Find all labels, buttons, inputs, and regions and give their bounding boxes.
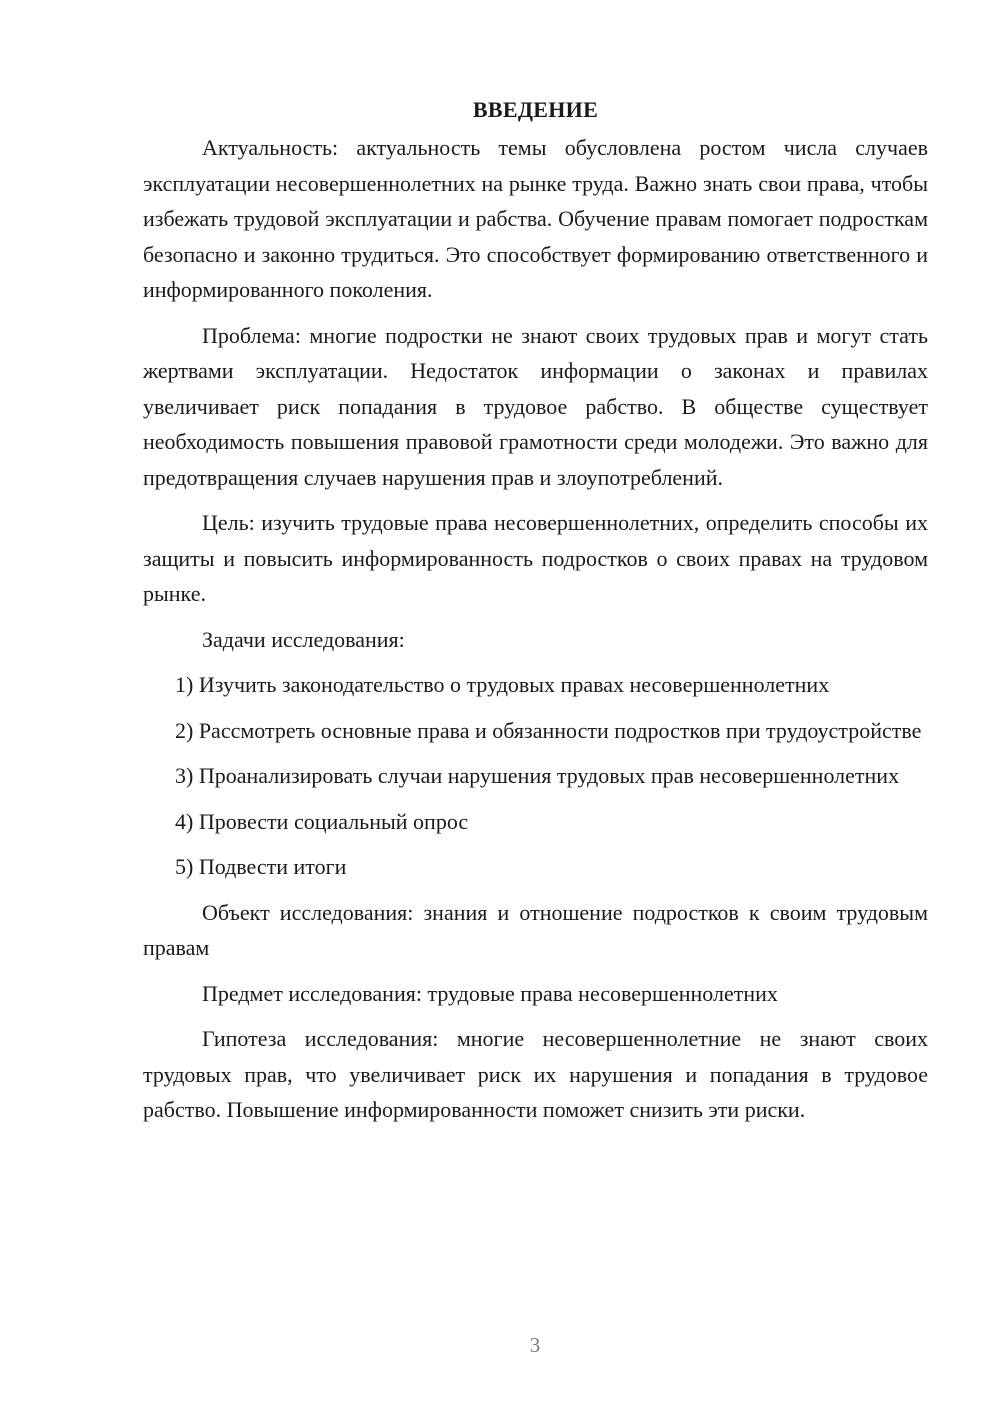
- task-item-3: 3) Проанализировать случаи нарушения трудовых прав несовершеннолетних: [175, 763, 900, 788]
- problem-paragraph: Проблема: многие подростки не знают своих трудовых прав и могут стать жертвами эксплуатации. Недостаток информации о законах и правилах увеличивает риск попадания в трудовое рабство. В обществе существует необходимость повышения правовой грамотности среди молодежи. Это важно для предотвращения случаев нарушения прав и злоупотреблений.: [143, 322, 928, 490]
- subject-paragraph: Предмет исследования: трудовые права несовершеннолетних: [202, 980, 778, 1006]
- relevance-paragraph: Актуальность: актуальность темы обусловлена ростом числа случаев эксплуатации несовершеннолетних на рынке труда. Важно знать свои права, чтобы избежать трудовой эксплуатации и рабства. Обучение правам помогает подросткам безопасно и законно трудиться. Это способствует формированию ответственного и информированного поколения.: [143, 135, 928, 302]
- goal-paragraph: Цель: изучить трудовые права несовершеннолетних, определить способы их защиты и повысить информированность подростков о своих правах на трудовом рынке.: [143, 510, 928, 606]
- task-item-2: 2) Рассмотреть основные права и обязанности подростков при трудоустройстве: [175, 717, 922, 743]
- hypothesis-paragraph: Гипотеза исследования: многие несовершеннолетние не знают своих трудовых прав, что увеличивает риск их нарушения и попадания в трудовое рабство. Повышение информированности поможет снизить эти риски.: [143, 1026, 928, 1122]
- document-page: [143, 92, 928, 1138]
- page-number: 3: [529, 1333, 541, 1357]
- page-title: ВВЕДЕНИЕ: [472, 97, 599, 122]
- object-paragraph: Объект исследования: знания и отношение подростков к своим трудовым правам: [143, 899, 928, 960]
- task-item-1: 1) Изучить законодательство о трудовых правах несовершеннолетних: [175, 672, 830, 697]
- tasks-heading: Задачи исследования:: [202, 626, 405, 652]
- task-item-5: 5) Подвести итоги: [175, 854, 347, 879]
- task-item-4: 4) Провести социальный опрос: [175, 808, 469, 834]
